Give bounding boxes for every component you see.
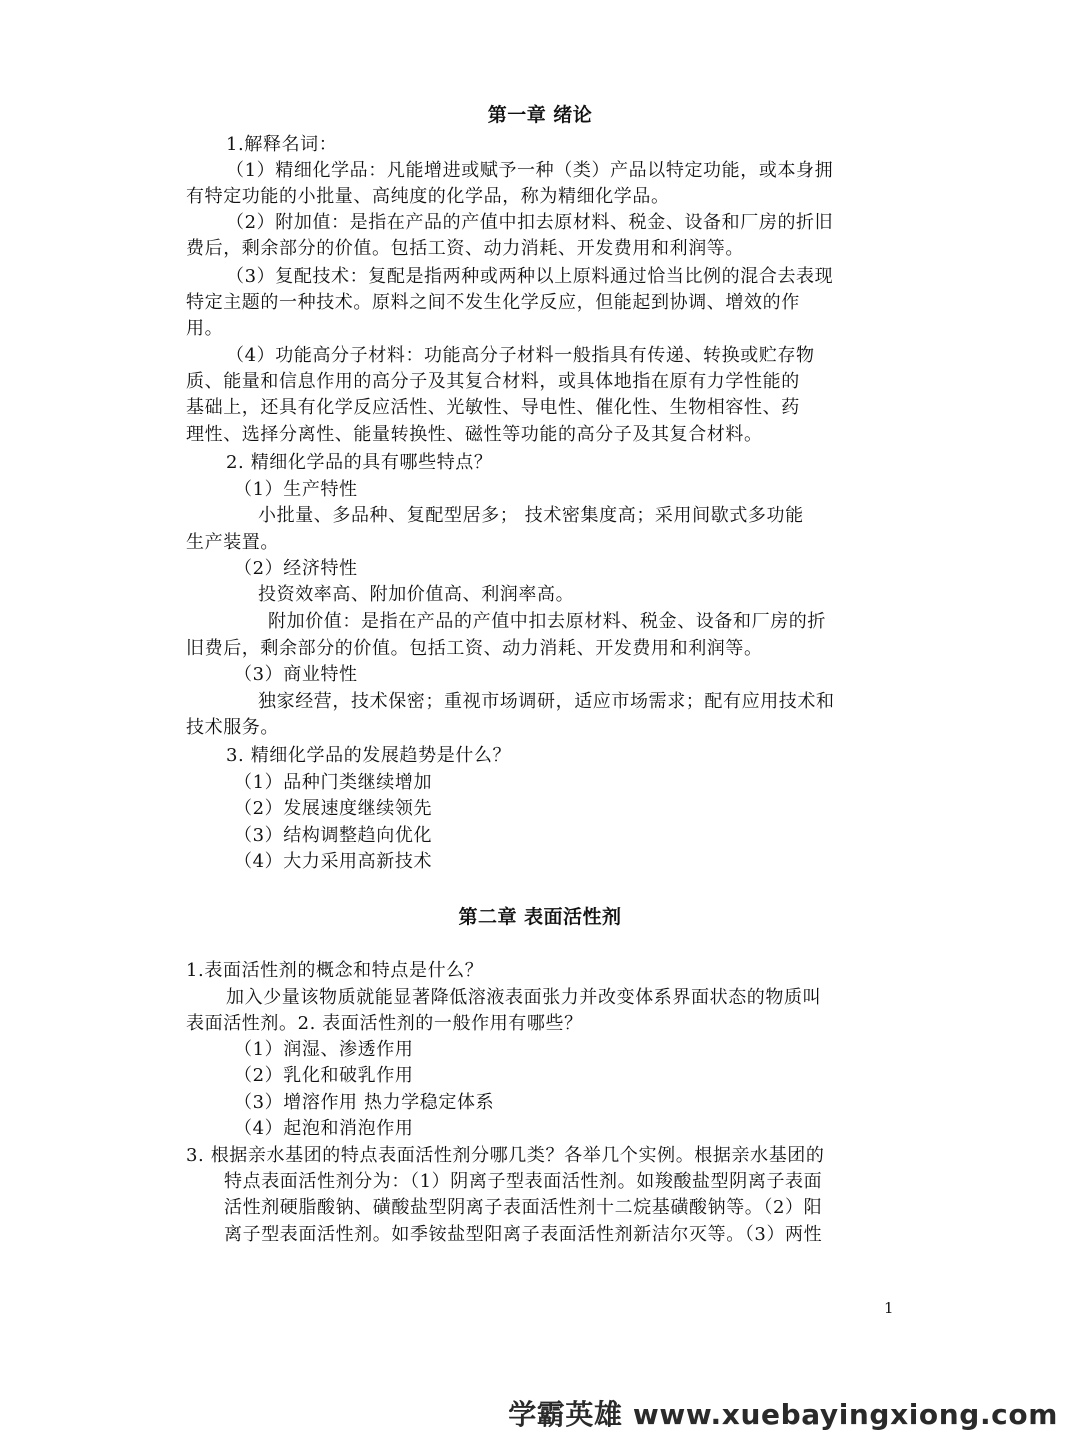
list-item: （3）结构调整趋向优化 [234,825,433,846]
paragraph-line: 离子型表面活性剂。如季铵盐型阳离子表面活性剂新洁尔灭等。（3）两性 [224,1224,823,1245]
paragraph-line: 有特定功能的小批量、高纯度的化学品，称为精细化学品。 [186,186,670,207]
list-item: （2）发展速度继续领先 [234,798,433,819]
list-item: （1）品种门类继续增加 [234,772,433,793]
list-item: （4）大力采用高新技术 [234,851,433,872]
paragraph-line: 理性、选择分离性、能量转换性、磁性等功能的高分子及其复合材料。 [186,424,763,445]
list-item: （1）润湿、渗透作用 [234,1039,414,1060]
question-heading: 1.表面活性剂的概念和特点是什么？ [186,960,484,981]
paragraph-line: （4）功能高分子材料：功能高分子材料一般指具有传递、转换或贮存物 [226,345,815,366]
paragraph-line: 旧费后，剩余部分的价值。包括工资、动力消耗、开发费用和利润等。 [186,638,763,659]
paragraph-line: 用。 [186,318,224,339]
paragraph-line: 活性剂硬脂酸钠、磺酸盐型阴离子表面活性剂十二烷基磺酸钠等。（2）阳 [224,1197,823,1218]
paragraph-line: 加入少量该物质就能显著降低溶液表面张力并改变体系界面状态的物质叫 [226,987,822,1008]
watermark-text: 学霸英雄 www.xuebayingxiong.com [508,1398,1058,1431]
paragraph-line: 特定主题的一种技术。原料之间不发生化学反应，但能起到协调、增效的作 [186,292,800,313]
list-item: （1）生产特性 [234,479,358,500]
paragraph-line: 基础上，还具有化学反应活性、光敏性、导电性、催化性、生物相容性、药 [186,397,800,418]
paragraph-line: 投资效率高、附加价值高、利润率高。 [258,584,575,605]
paragraph-line: 特点表面活性剂分为：（1）阴离子型表面活性剂。如羧酸盐型阴离子表面 [224,1171,823,1192]
page-number: 1 [884,1299,894,1317]
list-item: （3）商业特性 [234,664,358,685]
paragraph-line: （1）精细化学品：凡能增进或赋予一种（类）产品以特定功能，或本身拥 [226,160,834,181]
question-heading: 2. 精细化学品的具有哪些特点？ [226,452,493,473]
chapter-2-title: 第二章 表面活性剂 [458,906,622,928]
question-heading: 3. 根据亲水基团的特点表面活性剂分哪几类？各举几个实例。根据亲水基团的 [186,1145,825,1166]
list-item: （2）经济特性 [234,558,358,579]
paragraph-line: 质、能量和信息作用的高分子及其复合材料，或具体地指在原有力学性能的 [186,371,800,392]
paragraph-line: 生产装置。 [186,532,279,553]
paragraph-line: 独家经营，技术保密；重视市场调研，适应市场需求；配有应用技术和 [258,691,835,712]
paragraph-line: 技术服务。 [186,717,279,738]
paragraph-line: （2）附加值：是指在产品的产值中扣去原材料、税金、设备和厂房的折旧 [226,212,834,233]
paragraph-line: 小批量、多品种、复配型居多； 技术密集度高；采用间歇式多功能 [258,505,804,526]
list-item: （3）增溶作用 热力学稳定体系 [234,1092,495,1113]
list-item: （4）起泡和消泡作用 [234,1118,414,1139]
list-item: （2）乳化和破乳作用 [234,1065,414,1086]
paragraph-line: 1.解释名词： [226,134,338,155]
paragraph-line: （3）复配技术：复配是指两种或两种以上原料通过恰当比例的混合去表现 [226,266,834,287]
paragraph-line: 表面活性剂。2. 表面活性剂的一般作用有哪些？ [186,1013,583,1034]
question-heading: 3. 精细化学品的发展趋势是什么？ [226,745,512,766]
paragraph-line: 费后，剩余部分的价值。包括工资、动力消耗、开发费用和利润等。 [186,238,744,259]
chapter-1-title: 第一章 绪论 [487,104,593,126]
paragraph-line: 附加价值：是指在产品的产值中扣去原材料、税金、设备和厂房的折 [268,611,826,632]
